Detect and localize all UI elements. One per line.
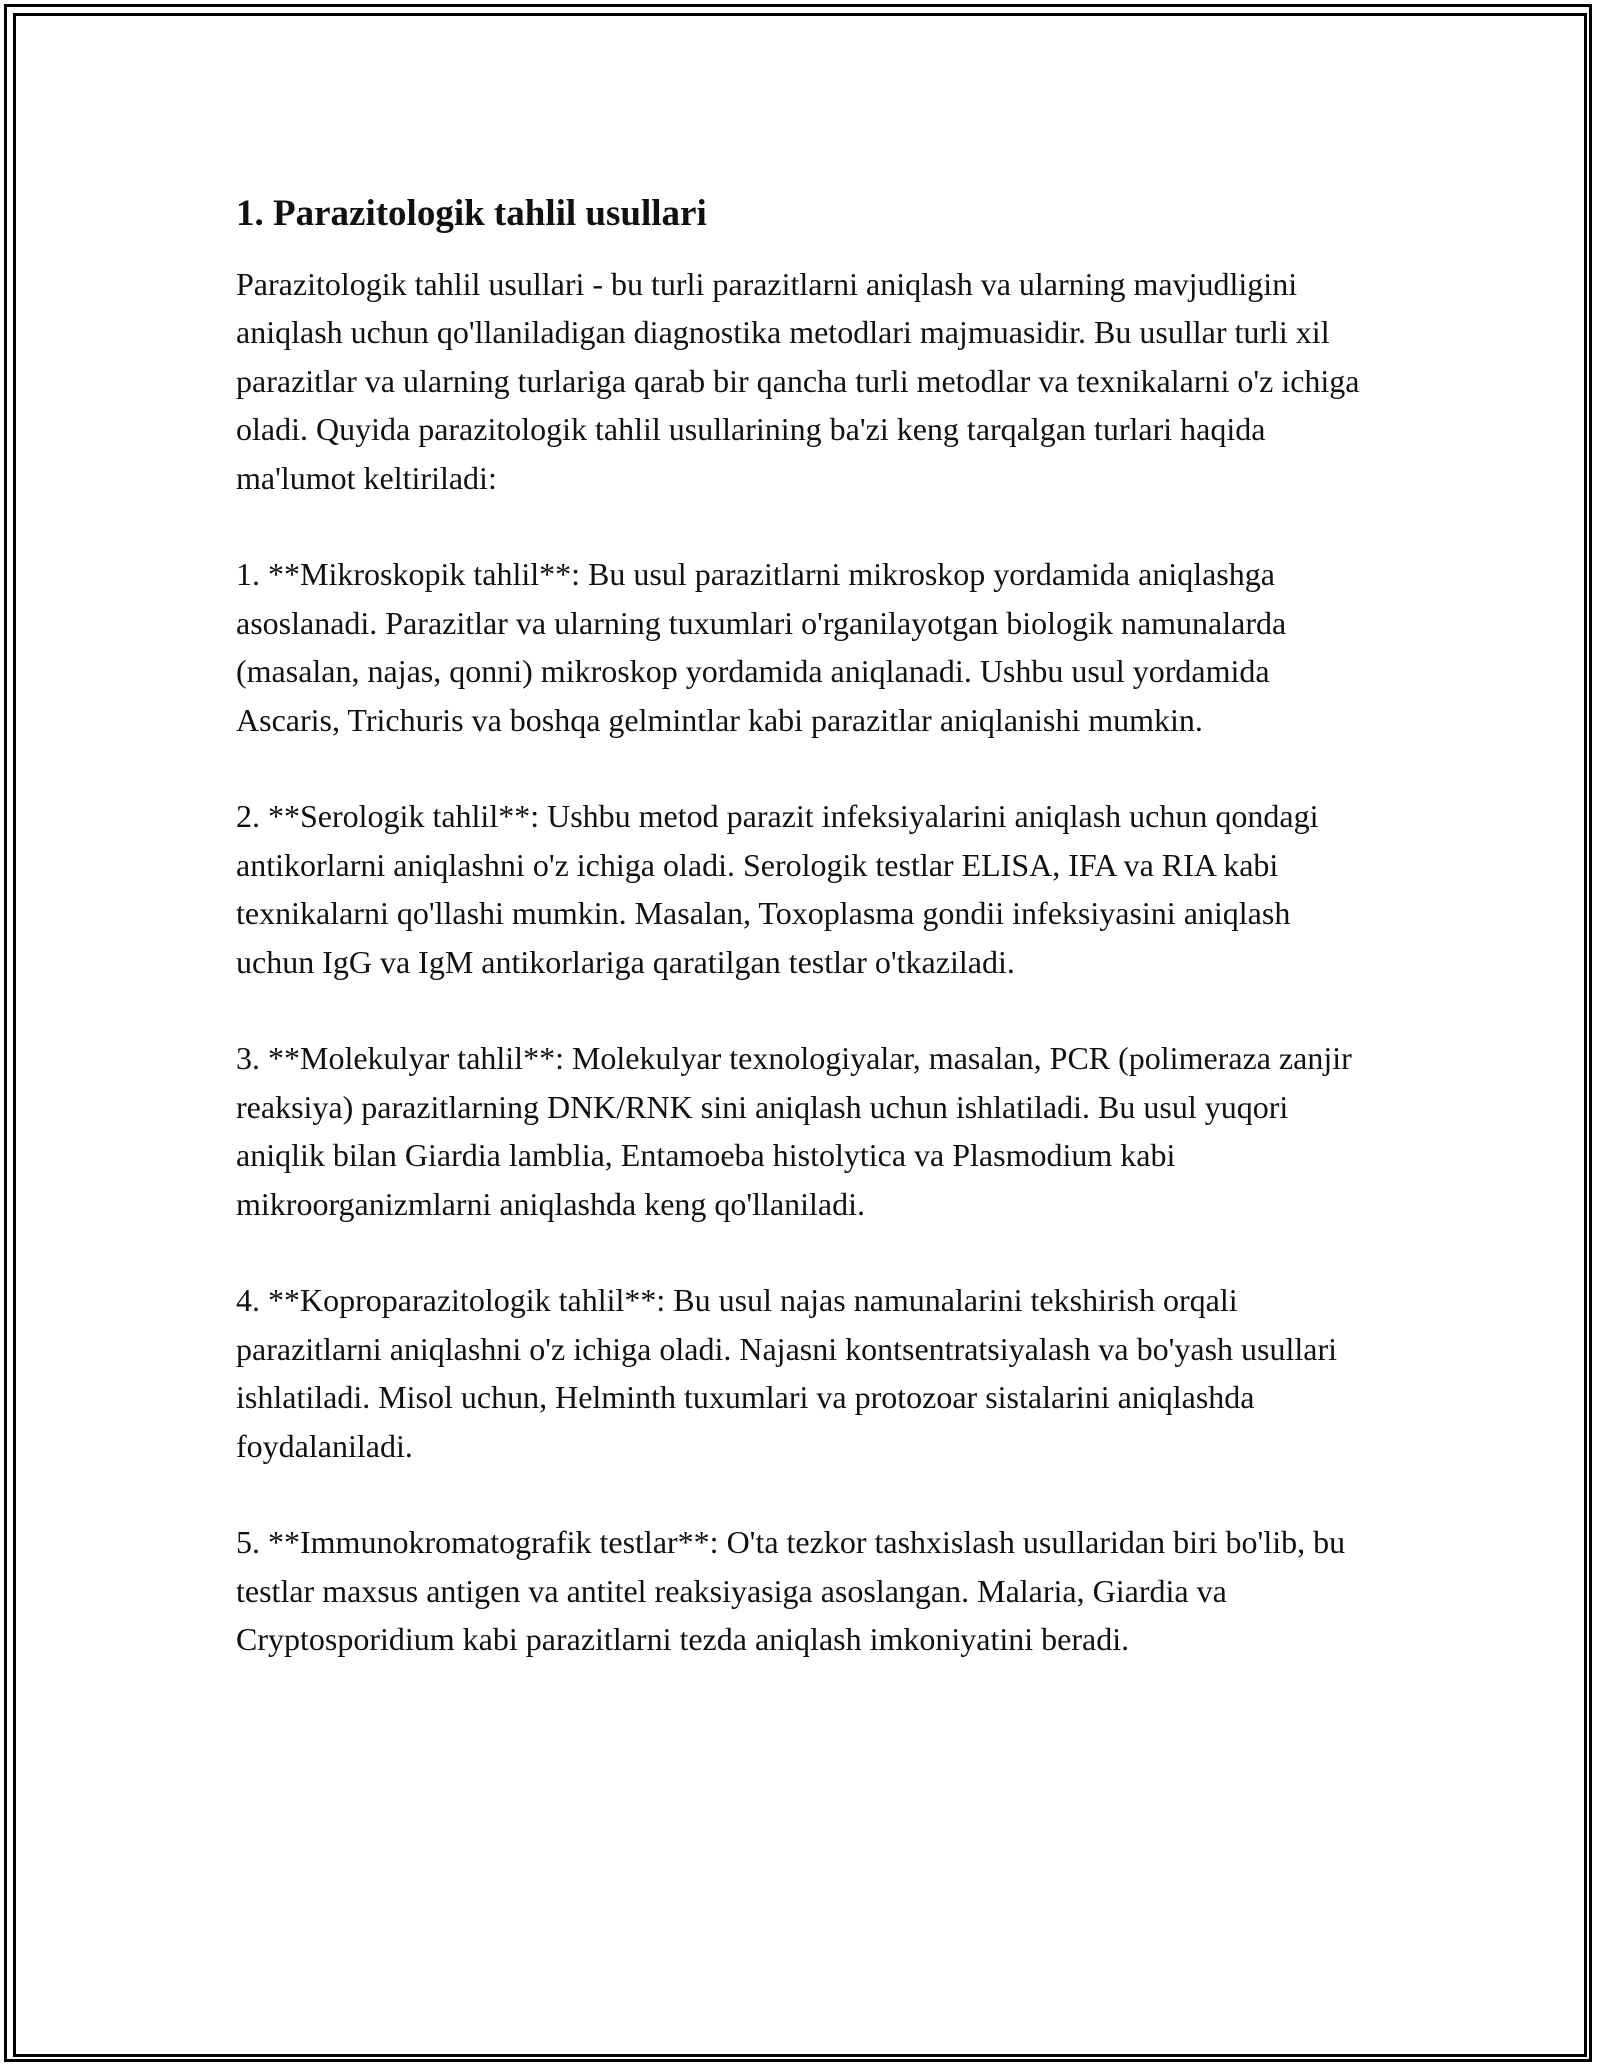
paragraph-molecular-analysis: 3. **Molekulyar tahlil**: Molekulyar texnologiyalar, masalan, PCR (polimeraza zanjir reaksiya) parazitlarning DNK/RNK sini aniqlash uchun ishlatiladi. Bu usul yuqori aniqlik bilan Giardia lamblia, Entamoeba histolytica va Plasmodium kabi mikroorganizmlarni aniqlashda keng qo'llaniladi. (236, 1040, 1352, 1222)
paragraph-coproparasitological-analysis: 4. **Koproparazitologik tahlil**: Bu usul najas namunalarini tekshirish orqali parazitlarni aniqlashni o'z ichiga oladi. Najasni kontsentratsiyalash va bo'yash usullari ishlatiladi. Misol uchun, Helminth tuxumlari va protozoar sistalarini aniqlashda foydalaniladi. (236, 1282, 1337, 1464)
section-title: 1. Parazitologik tahlil usullari (236, 193, 707, 234)
paragraph-serological-analysis: 2. **Serologik tahlil**: Ushbu metod parazit infeksiyalarini aniqlash uchun qondagi antikorlarni aniqlashni o'z ichiga oladi. Serologik testlar ELISA, IFA va RIA kabi texnikalarni qo'llashi mumkin. Masalan, Toxoplasma gondii infeksiyasini aniqlash uchun IgG va IgM antikorlariga qaratilgan testlar o'tkaziladi. (236, 798, 1319, 980)
paragraph-microscopic-analysis: 1. **Mikroskopik tahlil**: Bu usul parazitlarni mikroskop yordamida aniqlashga asoslanadi. Parazitlar va ularning tuxumlari o'rganilayotgan biologik namunalarda (masalan, najas, qonni) mikroskop yordamida aniqlanadi. Ushbu usul yordamida Ascaris, Trichuris va boshqa gelmintlar kabi parazitlar aniqlanishi mumkin. (236, 556, 1287, 738)
paragraph-immunochromatographic-tests: 5. **Immunokromatografik testlar**: O'ta tezkor tashxislash usullaridan biri bo'lib, bu testlar maxsus antigen va antitel reaksiyasiga asoslangan. Malaria, Giardia va Cryptosporidium kabi parazitlarni tezda aniqlash imkoniyatini beradi. (236, 1524, 1346, 1658)
document-body (236, 186, 1366, 1664)
intro-paragraph: Parazitologik tahlil usullari - bu turli parazitlarni aniqlash va ularning mavjudligini aniqlash uchun qo'llaniladigan diagnostika metodlari majmuasidir. Bu usullar turli xil parazitlar va ularning turlariga qarab bir qancha turli metodlar va texnikalarni o'z ichiga oladi. Quyida parazitologik tahlil usullarining ba'zi keng tarqalgan turlari haqida ma'lumot keltiriladi: (236, 266, 1360, 496)
